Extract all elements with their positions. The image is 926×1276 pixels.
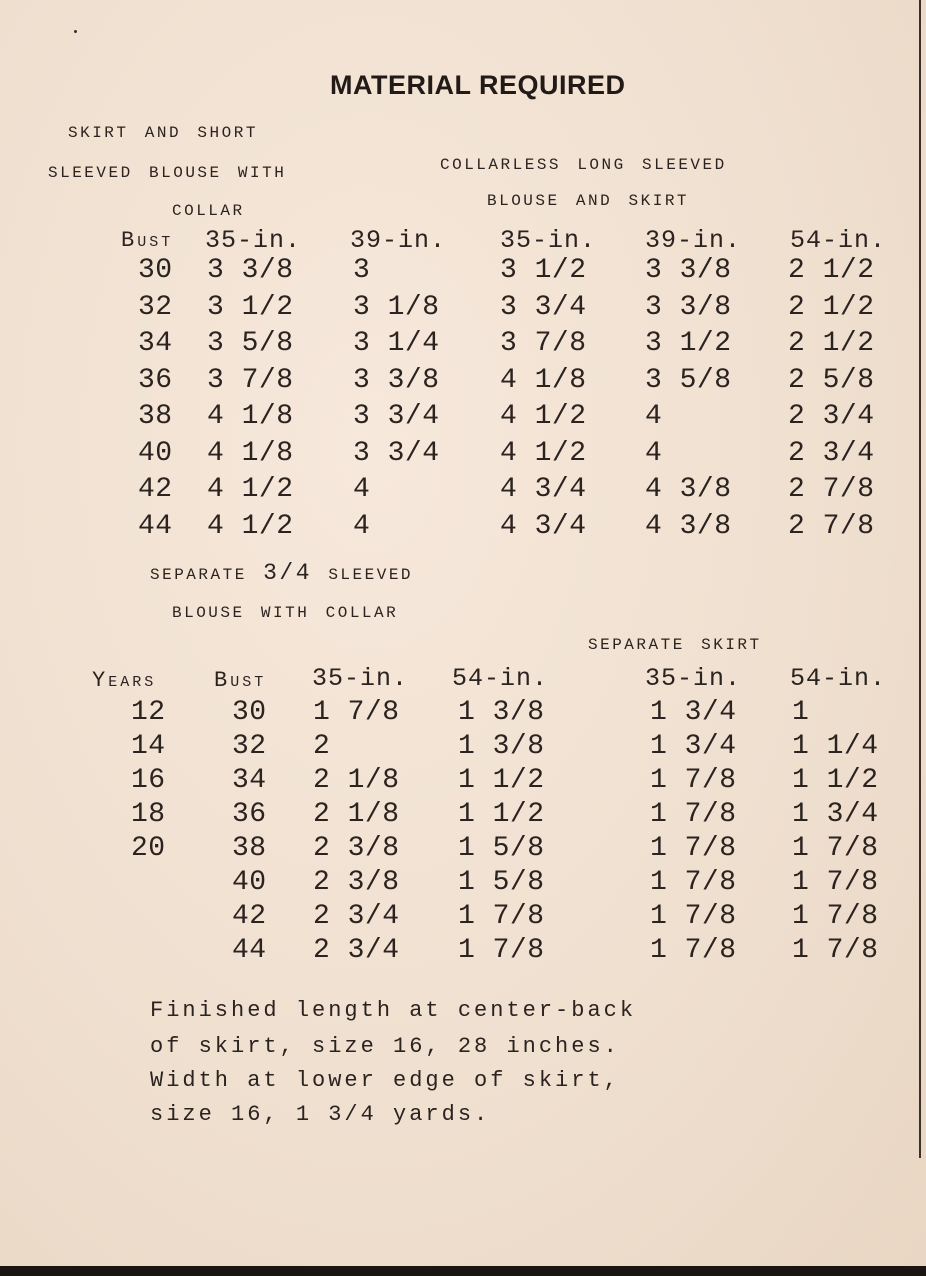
table2-cell: 1 7/8 [313, 697, 400, 728]
table1-cell: 44 [138, 510, 173, 542]
table1-cell: 4 3/8 [645, 510, 732, 542]
table2-cell: 42 [232, 901, 267, 932]
table2-cell: 1 7/8 [650, 867, 737, 898]
table1-cell: 4 [645, 437, 663, 469]
table1-cell: 36 [138, 364, 173, 396]
table2-cell: 36 [232, 799, 267, 830]
table1-cell: 3 3/8 [645, 255, 732, 286]
table1-cell: 3 5/8 [207, 328, 294, 359]
group1-heading-line3: collar [172, 196, 245, 222]
table2-cell: 2 1/8 [313, 799, 400, 830]
table1-cell: 40 [138, 437, 173, 469]
table2-cell: 1 7/8 [792, 935, 879, 966]
table1-cell: 42 [138, 474, 173, 505]
table1-cell: 4 1/2 [207, 474, 294, 505]
group4-heading: separate skirt [588, 630, 762, 656]
table1-cell: 4 3/4 [500, 474, 587, 505]
group1-heading-line2: sleeved blouse with [48, 158, 287, 184]
table1-cell: 4 [353, 510, 371, 542]
table2-cell: 1 5/8 [458, 867, 545, 898]
table1-cell: 2 7/8 [788, 474, 875, 505]
table2-cell: 1 1/4 [792, 731, 879, 762]
table2-cell: 2 3/8 [313, 833, 400, 864]
table1-cell: 3 [353, 255, 371, 286]
table1-cell: 3 3/8 [645, 291, 732, 323]
table2-cell: 1 7/8 [650, 833, 737, 864]
table1-cell: 3 7/8 [500, 328, 587, 359]
table1-cell: 2 1/2 [788, 328, 875, 359]
table1-cell: 3 3/8 [207, 255, 294, 286]
table2-header-35in-b: 35-in. [645, 664, 742, 693]
table1-cell: 4 [645, 401, 663, 432]
table1-cell: 4 1/2 [500, 437, 587, 469]
table1-header-54in: 54-in. [790, 226, 887, 255]
table2-cell: 14 [131, 731, 166, 762]
table2-cell: 38 [232, 833, 267, 864]
table2-cell: 1 7/8 [792, 867, 879, 898]
table2-cell: 1 3/8 [458, 731, 545, 762]
table2-cell: 2 3/8 [313, 867, 400, 898]
note-line-1: Finished length at center-back [150, 998, 637, 1023]
scan-bottom-border [0, 1266, 926, 1276]
table2-cell: 2 [313, 731, 331, 762]
table1-cell: 2 5/8 [788, 364, 875, 396]
table1-header-39in-a: 39-in. [350, 226, 447, 255]
table2-header-bust: Bust [214, 668, 267, 693]
table2-cell: 18 [131, 799, 166, 830]
table1-cell: 3 1/4 [353, 328, 440, 359]
table2-header-54in-b: 54-in. [790, 664, 887, 693]
table2-cell: 32 [232, 731, 267, 762]
table2-cell: 1 3/4 [650, 697, 737, 728]
table2-header-54in-a: 54-in. [452, 664, 549, 693]
table1-cell: 4 1/2 [500, 401, 587, 432]
table1-cell: 3 5/8 [645, 364, 732, 396]
table2-cell: 30 [232, 697, 267, 728]
table1-header-35in-b: 35-in. [500, 226, 597, 255]
table1-cell: 4 [353, 474, 371, 505]
page-title: MATERIAL REQUIRED [330, 70, 626, 100]
table2-cell: 1 7/8 [458, 901, 545, 932]
table1-cell: 3 1/2 [500, 255, 587, 286]
table1-cell: 3 3/4 [353, 401, 440, 432]
table2-cell: 1 3/4 [650, 731, 737, 762]
table2-cell: 2 3/4 [313, 935, 400, 966]
table1-cell: 4 1/8 [500, 364, 587, 396]
table2-cell: 1 7/8 [650, 799, 737, 830]
table1-cell: 3 1/2 [645, 328, 732, 359]
table2-header-35in-a: 35-in. [312, 664, 409, 693]
group3-heading-line1: separate 3/4 sleeved [150, 560, 414, 586]
table2-cell: 44 [232, 935, 267, 966]
table1-cell: 2 1/2 [788, 291, 875, 323]
table1-cell: 4 1/2 [207, 510, 294, 542]
note-line-3: Width at lower edge of skirt, [150, 1068, 620, 1093]
table1-cell: 4 3/4 [500, 510, 587, 542]
table1-cell: 3 1/8 [353, 291, 440, 323]
table1-header-35in-a: 35-in. [205, 226, 302, 255]
group1-heading-line1: skirt and short [68, 118, 258, 144]
table1-header-bust: Bust [121, 228, 174, 253]
table2-cell: 1 1/2 [458, 765, 545, 796]
table2-cell: 1 7/8 [650, 765, 737, 796]
table2-cell: 1 7/8 [650, 901, 737, 932]
table2-cell: 1 3/4 [792, 799, 879, 830]
table1-cell: 3 3/4 [353, 437, 440, 469]
table1-cell: 30 [138, 255, 173, 286]
table1-cell: 3 3/8 [353, 364, 440, 396]
table2-cell: 1 5/8 [458, 833, 545, 864]
table1-cell: 4 1/8 [207, 401, 294, 432]
group2-heading-line2: blouse and skirt [487, 186, 690, 212]
table2-cell: 1 7/8 [792, 901, 879, 932]
table1-cell: 4 1/8 [207, 437, 294, 469]
table1-cell: 2 1/2 [788, 255, 875, 286]
table1-cell: 2 3/4 [788, 437, 875, 469]
paper-speck [74, 30, 77, 33]
group3-heading-line2: blouse with collar [172, 598, 399, 624]
table2-cell: 40 [232, 867, 267, 898]
table2-cell: 1 7/8 [792, 833, 879, 864]
table1-cell: 4 3/8 [645, 474, 732, 505]
table2-header-years: Years [92, 668, 157, 693]
table1-cell: 2 3/4 [788, 401, 875, 432]
table2-cell: 1 [792, 697, 810, 728]
table1-cell: 34 [138, 328, 173, 359]
table2-cell: 20 [131, 833, 166, 864]
table2-cell: 1 1/2 [792, 765, 879, 796]
table2-cell: 34 [232, 765, 267, 796]
table1-header-39in-b: 39-in. [645, 226, 742, 255]
table1-cell: 3 7/8 [207, 364, 294, 396]
table2-cell: 1 3/8 [458, 697, 545, 728]
table1-cell: 3 3/4 [500, 291, 587, 323]
table1-cell: 38 [138, 401, 173, 432]
table2-cell: 1 1/2 [458, 799, 545, 830]
table1-cell: 32 [138, 291, 173, 323]
table1-cell: 3 1/2 [207, 291, 294, 323]
table2-cell: 12 [131, 697, 166, 728]
page-edge-line [919, 0, 921, 1158]
table2-cell: 1 7/8 [650, 935, 737, 966]
table1-cell: 2 7/8 [788, 510, 875, 542]
note-line-2: of skirt, size 16, 28 inches. [150, 1034, 620, 1059]
group2-heading-line1: collarless long sleeved [440, 150, 727, 176]
table2-cell: 16 [131, 765, 166, 796]
table2-cell: 2 3/4 [313, 901, 400, 932]
table2-cell: 1 7/8 [458, 935, 545, 966]
note-line-4: size 16, 1 3/4 yards. [150, 1102, 491, 1127]
table2-cell: 2 1/8 [313, 765, 400, 796]
